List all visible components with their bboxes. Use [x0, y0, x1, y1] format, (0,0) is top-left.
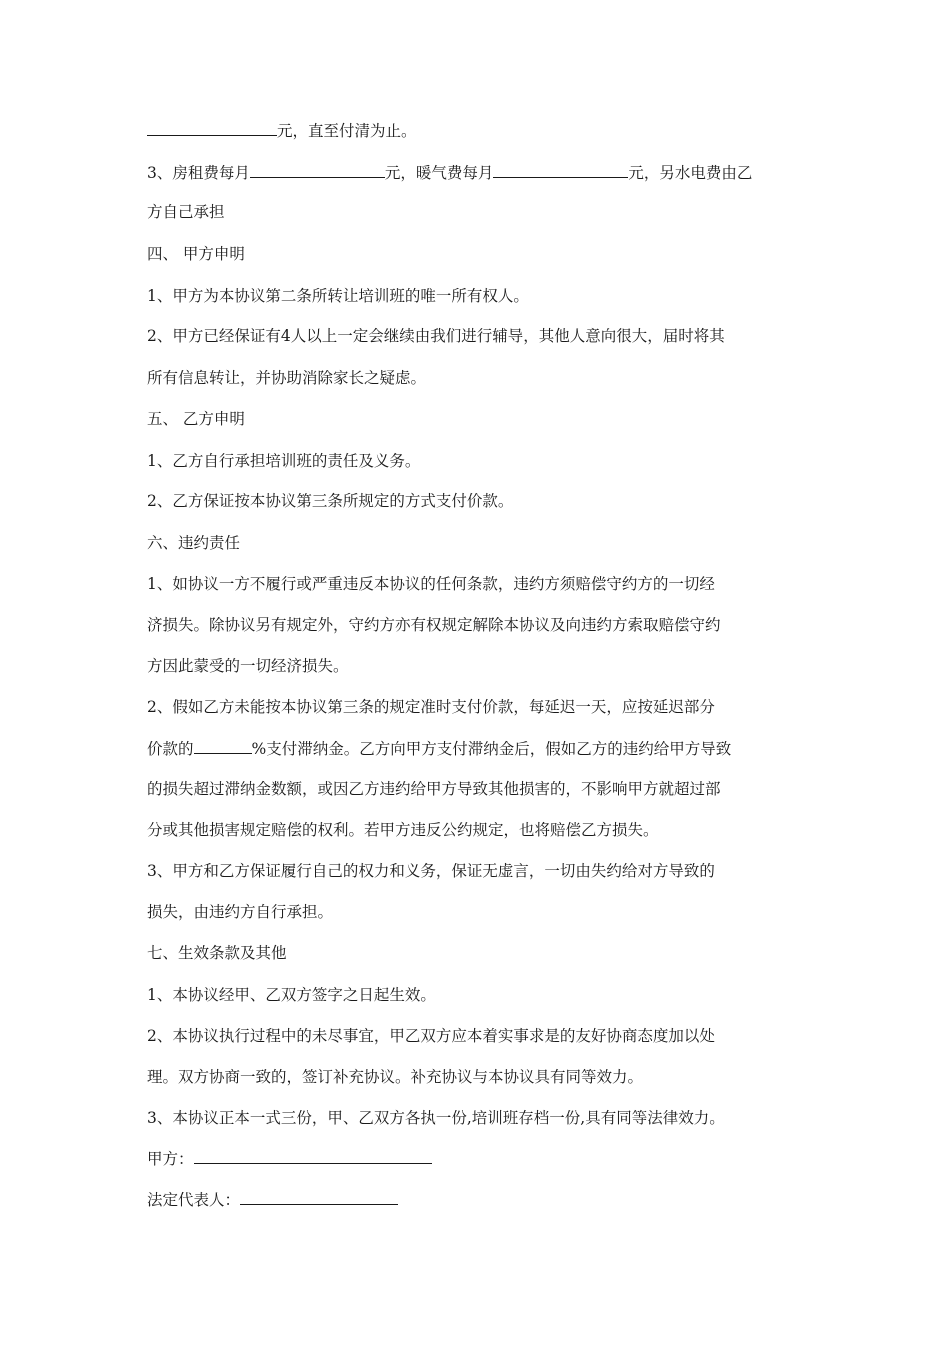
paragraph-line: 济损失。除协议另有规定外，守约方亦有权规定解除本协议及向违约方索取赔偿守约 — [147, 616, 721, 634]
paragraph-line: 2、本协议执行过程中的未尽事宜，甲乙双方应本着实事求是的友好协商态度加以处 — [147, 1027, 715, 1045]
paragraph-line: 1、乙方自行承担培训班的责任及义务。 — [147, 452, 421, 470]
paragraph-line: 方自己承担 — [147, 203, 225, 221]
party-a-signature-line: 甲方： — [147, 1146, 827, 1170]
party-a-signature-blank — [194, 1146, 432, 1164]
paragraph-line: 2、乙方保证按本协议第三条所规定的方式支付价款。 — [147, 492, 514, 510]
paragraph-line: 2、甲方已经保证有4人以上一定会继续由我们进行辅导，其他人意向很大，届时将其 — [147, 327, 725, 345]
paragraph-line: 理。双方协商一致的，签订补充协议。补充协议与本协议具有同等效力。 — [147, 1068, 644, 1086]
rent-heating-line: 3、房租费每月 元，暖气费每月 元，另水电费由乙 — [147, 160, 827, 184]
paragraph-line: 1、本协议经甲、乙双方签字之日起生效。 — [147, 986, 436, 1004]
heating-amount-blank — [493, 160, 628, 178]
section-heading-effect: 七、生效条款及其他 — [147, 944, 287, 962]
rent-amount-blank — [250, 160, 385, 178]
legal-representative-line: 法定代表人： — [147, 1187, 827, 1211]
paragraph-line: 1、如协议一方不履行或严重违反本协议的任何条款，违约方须赔偿守约方的一切经 — [147, 575, 715, 593]
late-fee-percent-blank — [194, 736, 252, 754]
section-heading-party-a: 四、 甲方申明 — [147, 245, 245, 263]
paragraph-line: 1、甲方为本协议第二条所转让培训班的唯一所有权人。 — [147, 287, 529, 305]
paragraph-line: 所有信息转让，并协助消除家长之疑虑。 — [147, 369, 427, 387]
paragraph-line: 分或其他损害规定赔偿的权利。若甲方违反公约规定，也将赔偿乙方损失。 — [147, 821, 659, 839]
paragraph-line: 3、甲方和乙方保证履行自己的权力和义务，保证无虚言，一切由失约给对方导致的 — [147, 862, 715, 880]
paragraph-line: 的损失超过滞纳金数额，或因乙方违约给甲方导致其他损害的，不影响甲方就超过部 — [147, 780, 721, 798]
section-heading-party-b: 五、 乙方申明 — [147, 410, 245, 428]
paragraph-line: 2、假如乙方未能按本协议第三条的规定准时支付价款，每延迟一天，应按延迟部分 — [147, 698, 715, 716]
payment-until-paid-line: 元，直至付清为止。 — [147, 118, 827, 142]
section-heading-breach: 六、违约责任 — [147, 534, 241, 552]
late-fee-line: 价款的 %支付滞纳金。乙方向甲方支付滞纳金后，假如乙方的违约给甲方导致 — [147, 736, 827, 760]
paragraph-line: 方因此蒙受的一切经济损失。 — [147, 657, 349, 675]
amount-blank — [147, 118, 277, 136]
paragraph-line: 损失，由违约方自行承担。 — [147, 903, 334, 921]
paragraph-line: 3、本协议正本一式三份，甲、乙双方各执一份,培训班存档一份,具有同等法律效力。 — [147, 1109, 725, 1127]
legal-representative-blank — [240, 1187, 398, 1205]
